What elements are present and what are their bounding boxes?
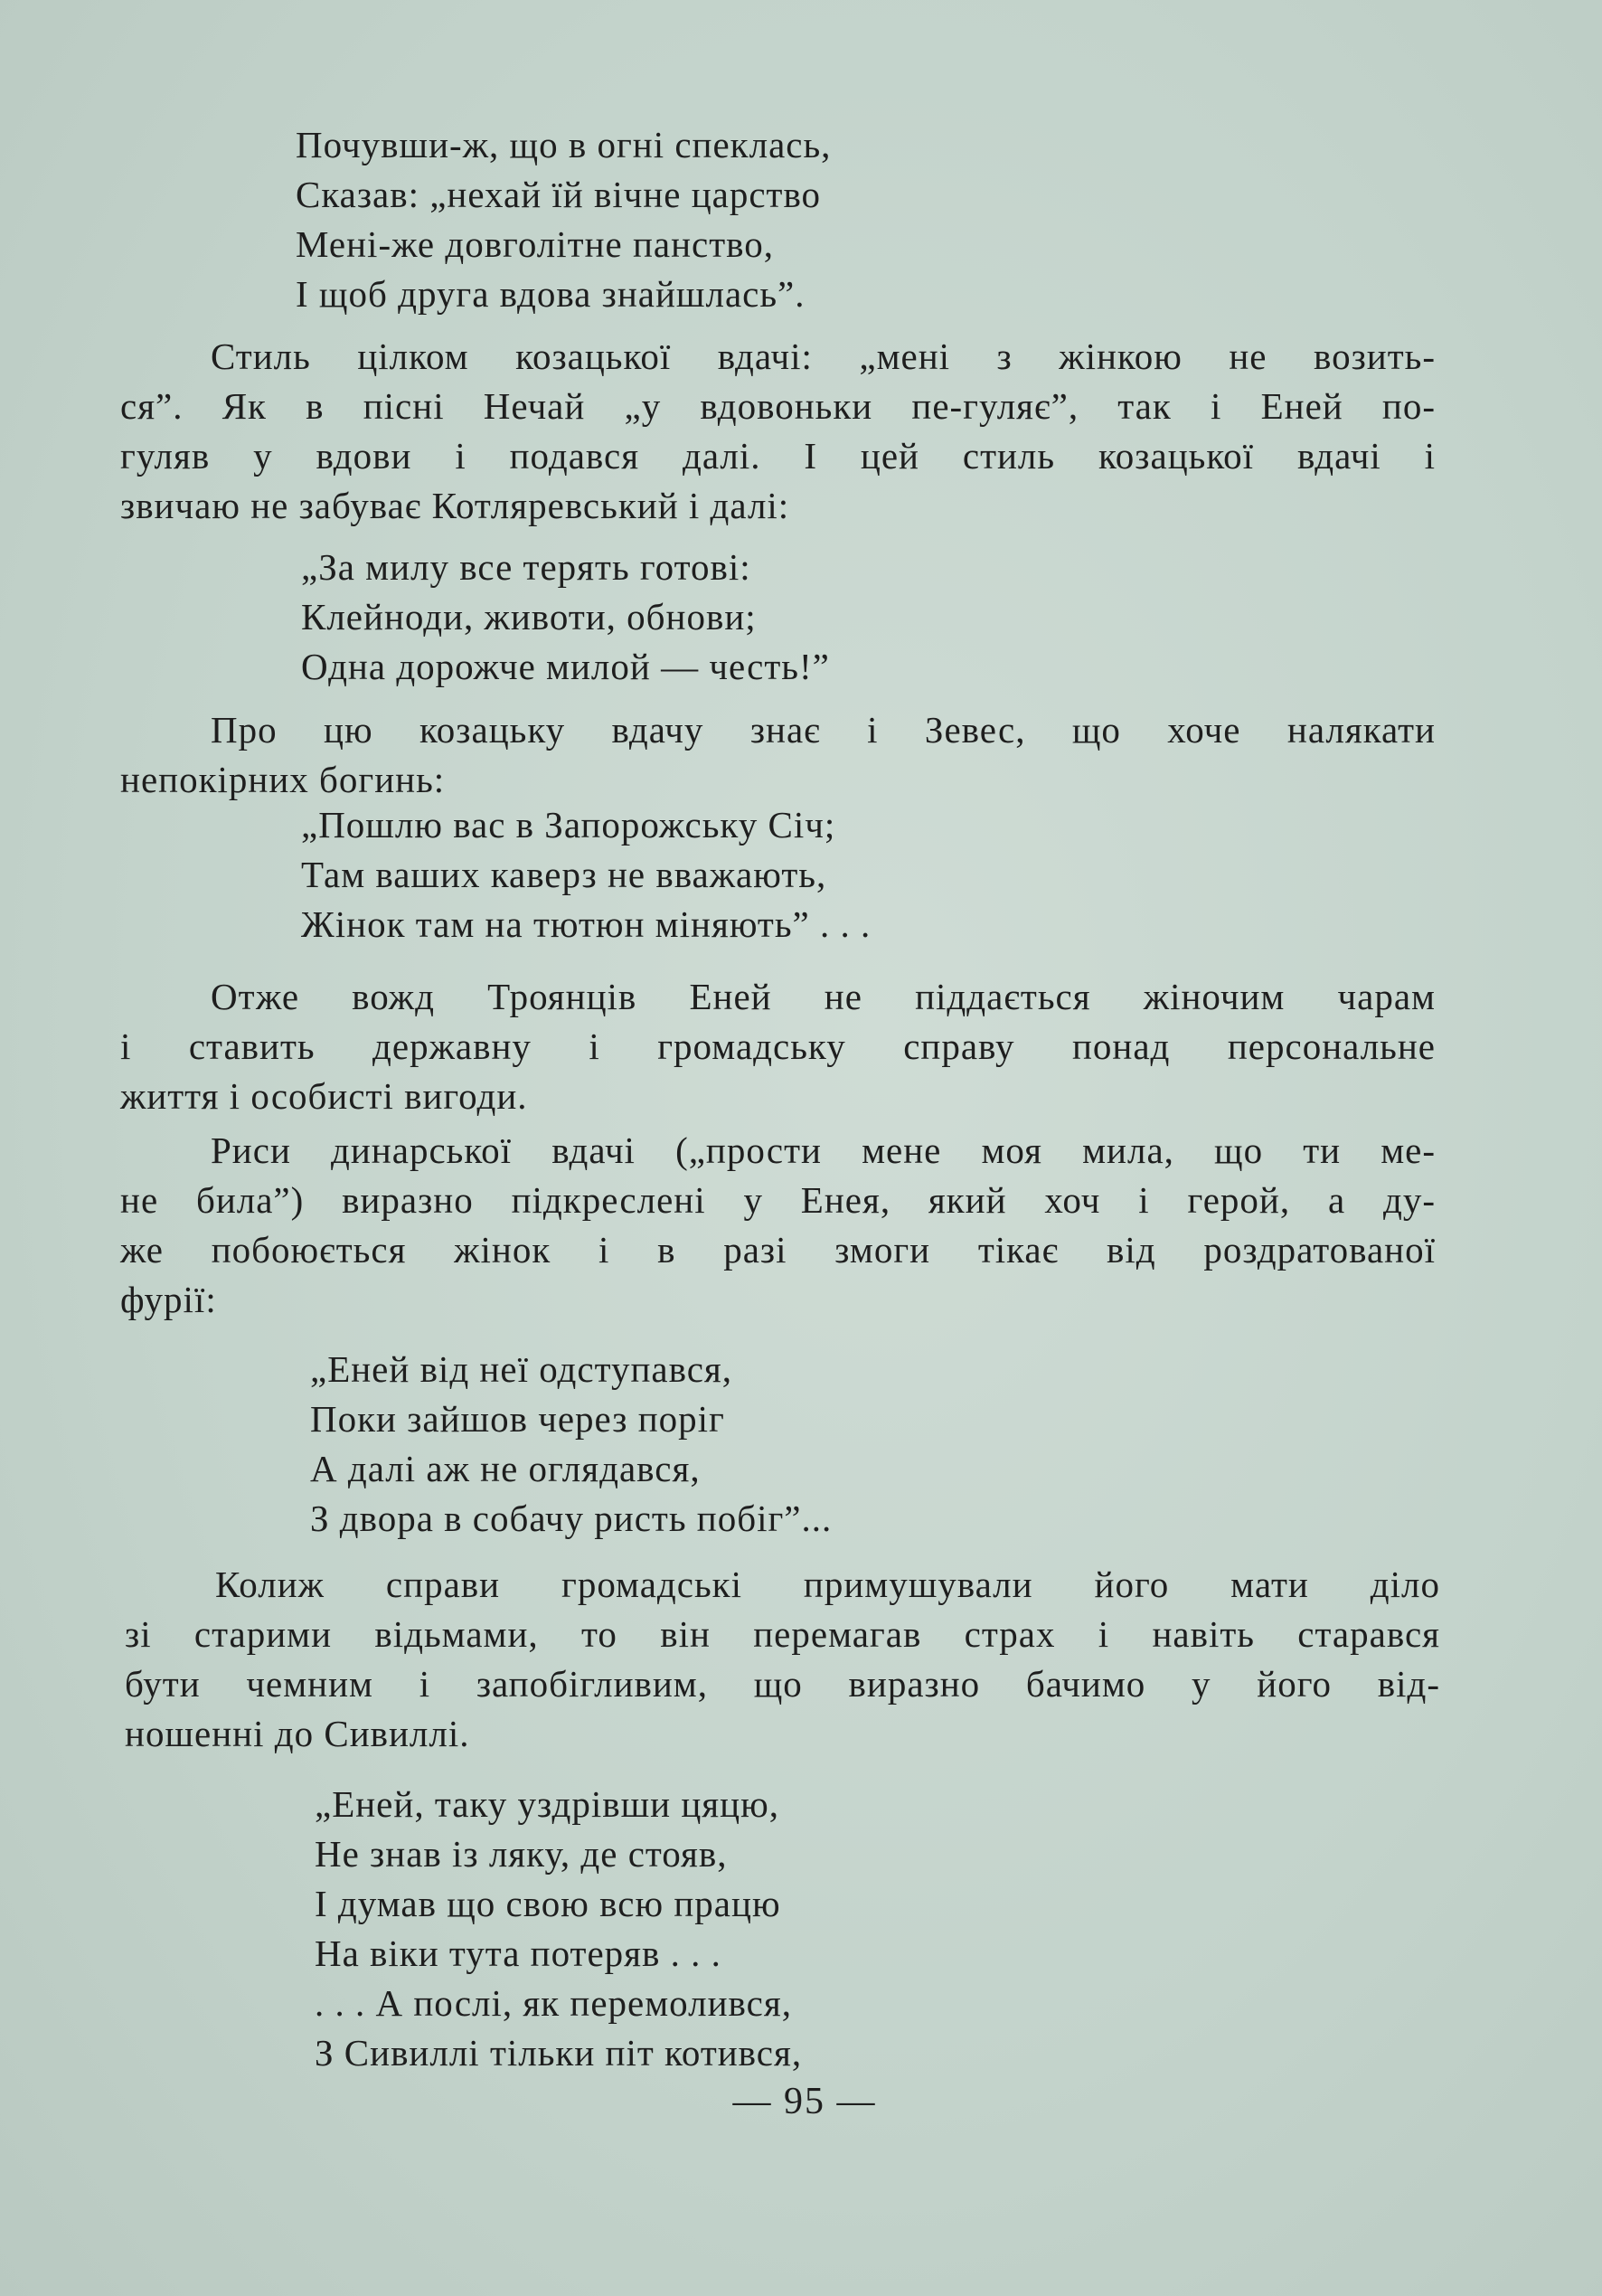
verse-line: Не знав із ляку, де стояв,: [315, 1833, 728, 1875]
text-line: непокірних богинь:: [120, 759, 446, 800]
text-line: же побоюється жінок і в разі змоги тікає від роздратованої: [120, 1229, 1436, 1271]
verse-1: [296, 120, 831, 319]
text-line: життя і особисті вигоди.: [120, 1075, 528, 1117]
text-line: Риси динарської вдачі („прости мене моя мила, що ти ме-: [211, 1129, 1436, 1171]
verse-2: [301, 543, 830, 692]
verse-line: Жінок там на тютюн міняють” . . .: [301, 903, 872, 945]
page-number: — 95 —: [732, 2081, 877, 2122]
verse-line: З двора в собачу ристь побіг”...: [310, 1498, 833, 1539]
text-line: звичаю не забуває Котляревський і далі:: [120, 485, 790, 526]
text-line: Колиж справи громадські примушували його мати діло: [215, 1564, 1440, 1605]
verse-line: І щоб друга вдова знайшлась”.: [296, 273, 806, 315]
verse-line: Мені-же довголітне панство,: [296, 223, 774, 265]
paragraph-5: [125, 1560, 1440, 1759]
paragraph-4: [120, 1126, 1436, 1325]
paragraph-3: [120, 972, 1436, 1121]
verse-4: [310, 1345, 832, 1544]
verse-5: [315, 1780, 802, 2078]
verse-line: „Пошлю вас в Запорожську Січ;: [301, 804, 836, 846]
verse-line: Поки зайшов через поріг: [310, 1398, 725, 1440]
verse-line: „За милу все терять готові:: [301, 546, 751, 588]
verse-line: А далі аж не оглядався,: [310, 1448, 701, 1489]
text-line: Стиль цілком козацької вдачі: „мені з жінкою не возить-: [211, 335, 1436, 377]
verse-line: Одна дорожче милой — честь!”: [301, 646, 830, 687]
verse-line: „Еней від неї одступався,: [310, 1348, 733, 1390]
verse-3: [301, 800, 871, 950]
verse-line: Клейноди, животи, обнови;: [301, 596, 757, 638]
verse-line: „Еней, таку уздрівши цяцю,: [315, 1783, 779, 1825]
verse-line: . . . А послі, як перемолився,: [315, 1982, 792, 2024]
verse-line: З Сивиллі тільки піт котився,: [315, 2032, 803, 2074]
text-line: ношенні до Сивиллі.: [125, 1713, 470, 1754]
text-line: Отже вожд Троянців Еней не піддається жіночим чарам: [211, 976, 1436, 1017]
text-line: фурії:: [120, 1279, 217, 1320]
verse-line: Сказав: „нехай їй вічне царство: [296, 174, 822, 215]
text-line: Про цю козацьку вдачу знає і Зевес, що хоче налякати: [211, 709, 1436, 751]
paragraph-2: [120, 705, 1436, 805]
verse-line: На віки тута потеряв . . .: [315, 1932, 721, 1974]
text-line: не била”) виразно підкреслені у Енея, який хоч і герой, а ду-: [120, 1179, 1436, 1221]
text-line: ся”. Як в пісні Нечай „у вдовоньки пе-гуляє”, так і Еней по-: [120, 385, 1436, 427]
paragraph-1: [120, 332, 1436, 531]
text-line: і ставить державну і громадську справу понад персональне: [120, 1025, 1436, 1067]
text-line: гуляв у вдови і подався далі. І цей стиль козацької вдачі і: [120, 435, 1436, 477]
text-line: бути чемним і запобігливим, що виразно бачимо у його від-: [125, 1663, 1440, 1705]
verse-line: Там ваших каверз не вважають,: [301, 854, 827, 895]
verse-line: І думав що свою всю працю: [315, 1883, 781, 1924]
verse-line: Почувши-ж, що в огні спеклась,: [296, 124, 832, 165]
text-line: зі старими відьмами, то він перемагав страх і навіть старався: [125, 1613, 1440, 1655]
